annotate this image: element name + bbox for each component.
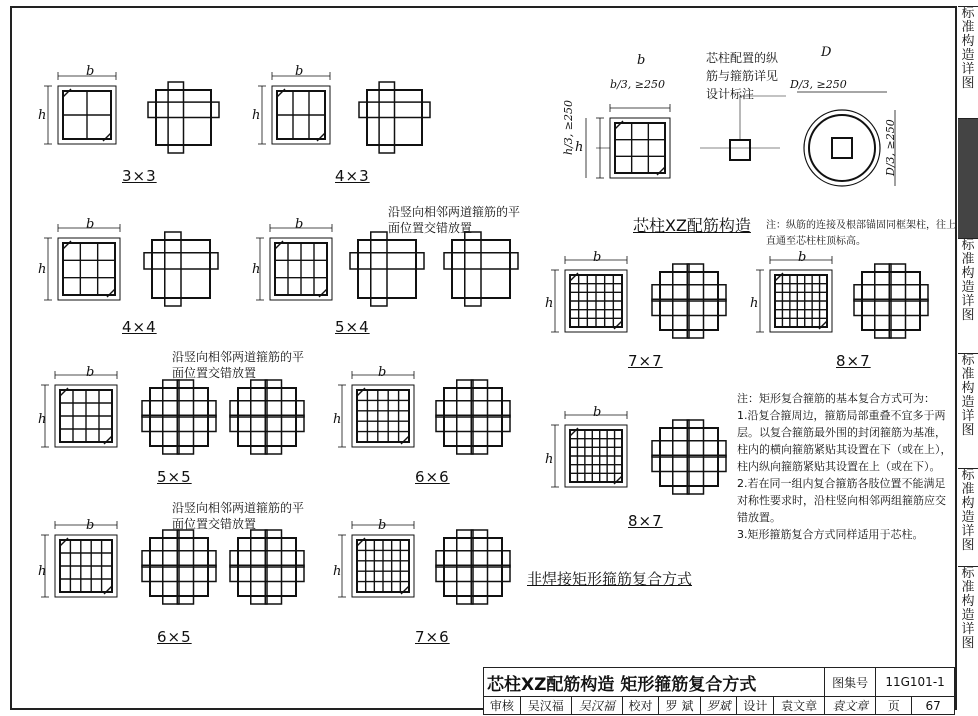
- label-h: h: [38, 108, 47, 123]
- core-stirrup: [832, 138, 852, 158]
- core-title-note: 注：纵筋的连接及根部锚固同框架柱，往上直通至芯柱柱顶标高。: [766, 220, 956, 247]
- caption-3x3: 3×3: [122, 167, 157, 185]
- caption-4x4: 4×4: [122, 318, 157, 336]
- caption-7x7: 7×7: [628, 352, 663, 370]
- label-h: h: [252, 262, 261, 277]
- checker-name: 罗 斌: [659, 697, 700, 715]
- label-h: h: [545, 452, 554, 467]
- note-3: 3.矩形箍筋复合方式同样适用于芯柱。: [737, 528, 924, 541]
- side-tab-shaded: [958, 118, 978, 239]
- caption-6x5: 6×5: [157, 628, 192, 646]
- atlas-number: 11G101-1: [876, 668, 955, 697]
- round-column-outline: [804, 110, 880, 186]
- label-b: b: [295, 64, 304, 79]
- note-1: 1.沿复合箍周边，箍筋局部重叠不宜多于两层。以复合箍筋最外围的封闭箍筋为基准，柱内的横向箍筋紧贴其设置在下（或在上），柱内纵向箍筋紧贴其设置在上（或在下）。: [737, 409, 952, 473]
- label-b: b: [86, 365, 95, 380]
- label-b: b: [86, 217, 95, 232]
- label-b: b: [637, 53, 646, 68]
- outer-stirrup: [63, 243, 115, 295]
- caption-6x6: 6×6: [415, 468, 450, 486]
- caption-4x3: 4×3: [335, 167, 370, 185]
- label-b: b: [86, 518, 95, 533]
- side-tab: 标准构造详图: [958, 238, 978, 354]
- side-tab: 标准构造详图: [958, 353, 978, 469]
- review-label: 审核: [484, 697, 521, 715]
- label-D3: D/3, ≥250: [884, 119, 897, 176]
- designer-name: 袁文章: [774, 697, 825, 715]
- label-b: b: [86, 64, 95, 79]
- spiral-stirrup: [809, 115, 875, 181]
- label-b: b: [593, 405, 602, 420]
- outer-stirrup: [357, 390, 409, 442]
- drawing-title: 芯柱XZ配筋构造 矩形箍筋复合方式: [484, 668, 825, 697]
- label-h: h: [545, 296, 554, 311]
- label-b: b: [378, 518, 387, 533]
- side-tab: 标准构造详图: [958, 468, 978, 567]
- label-h: h: [333, 564, 342, 579]
- stagger-note: 沿竖向相邻两道箍筋的平面位置交错放置: [388, 205, 521, 235]
- label-b: b: [593, 250, 602, 265]
- caption-5x5: 5×5: [157, 468, 192, 486]
- label-b3: b/3, ≥250: [610, 78, 665, 91]
- label-D3: D/3, ≥250: [790, 78, 847, 91]
- side-tab: 标准构造详图: [958, 566, 978, 711]
- column-outline: [352, 385, 414, 447]
- design-label: 设计: [737, 697, 774, 715]
- core-title: 芯柱XZ配筋构造: [633, 216, 751, 235]
- atlas-label: 图集号: [825, 668, 876, 697]
- label-b: b: [798, 250, 807, 265]
- caption-8x7: 8×7: [836, 352, 871, 370]
- caption-5x4: 5×4: [335, 318, 370, 336]
- note-2: 2.若在同一组内复合箍筋各肢位置不能满足对称性要求时，沿柱竖向相邻两组箍筋应交错放置。: [737, 477, 946, 524]
- label-h: h: [575, 140, 584, 155]
- page-number: 67: [912, 697, 955, 715]
- label-D: D: [821, 45, 832, 60]
- side-tab: 标准构造详图: [958, 6, 978, 119]
- caption-7x6: 7×6: [415, 628, 450, 646]
- label-h3: h/3, ≥250: [562, 100, 575, 155]
- label-b: b: [378, 365, 387, 380]
- reviewer-name: 吴汉福: [520, 697, 571, 715]
- check-label: 校对: [622, 697, 659, 715]
- designer-signature: 袁文章: [825, 697, 876, 715]
- label-h: h: [750, 296, 759, 311]
- column-outline: [58, 238, 120, 300]
- page-label: 页: [876, 697, 912, 715]
- outer-stirrup: [615, 123, 665, 173]
- title-block: [483, 667, 955, 715]
- label-h: h: [38, 564, 47, 579]
- notes-block: [737, 390, 952, 543]
- notes-head: 注：矩形复合箍筋的基本复合方式可为：: [737, 392, 935, 405]
- section-title: 非焊接矩形箍筋复合方式: [527, 570, 693, 588]
- core-note: 芯柱配置的纵筋与箍筋详见设计标注: [706, 51, 779, 101]
- column-outline: [610, 118, 670, 178]
- label-b: b: [295, 217, 304, 232]
- stagger-note: 沿竖向相邻两道箍筋的平面位置交错放置: [172, 501, 305, 531]
- label-h: h: [38, 412, 47, 427]
- caption-8x7: 8×7: [628, 512, 663, 530]
- core-stirrup: [730, 140, 750, 160]
- reviewer-signature: 吴汉福: [571, 697, 622, 715]
- stagger-note: 沿竖向相邻两道箍筋的平面位置交错放置: [172, 350, 305, 380]
- label-h: h: [333, 412, 342, 427]
- checker-signature: 罗斌: [700, 697, 737, 715]
- label-h: h: [38, 262, 47, 277]
- label-h: h: [252, 108, 261, 123]
